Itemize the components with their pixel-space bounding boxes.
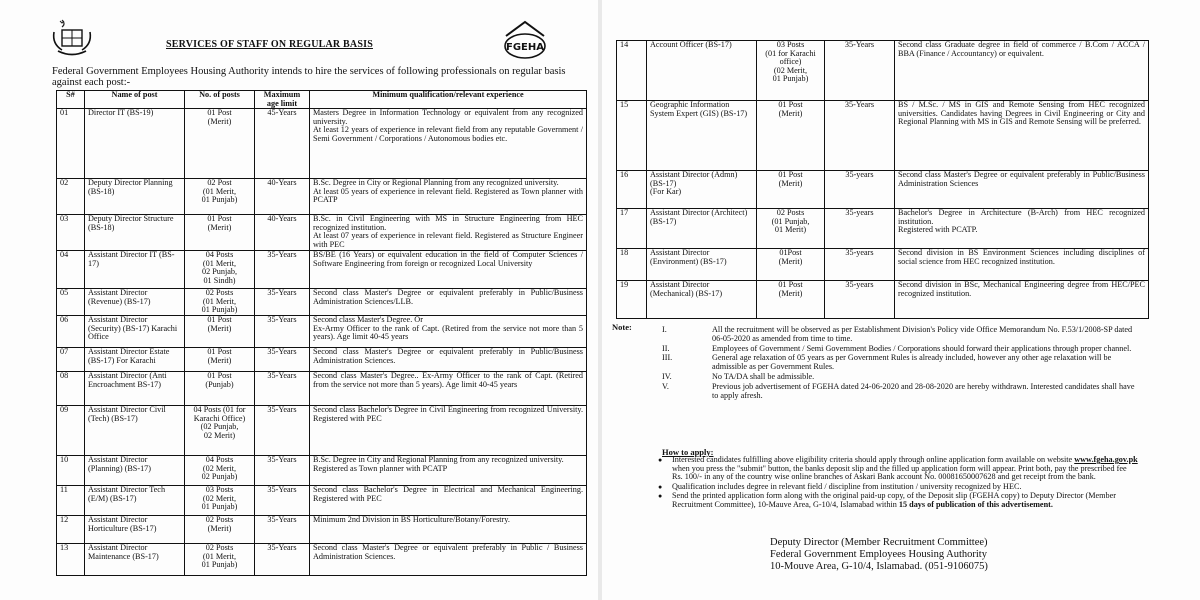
row-sno: 01: [57, 109, 85, 179]
row-post-name: Assistant Director (Mechanical) (BS-17): [647, 281, 757, 319]
row-sno: 07: [57, 347, 85, 371]
note-text: Employees of Government / Semi Government Bodies / Corporations should forward their applications through proper channel.: [712, 343, 1132, 353]
row-post-name: Deputy Director Structure (BS-18): [85, 215, 185, 251]
table-row: [57, 315, 587, 347]
table-row: [617, 249, 1149, 281]
row-post-count: 02 Posts (01 Merit, 01 Punjab): [185, 543, 255, 575]
row-post-name: Geographic Information System Expert (GIS) (BS-17): [647, 101, 757, 171]
row-sno: 19: [617, 281, 647, 319]
row-qualification: B.Sc. Degree in City or Regional Planning from any recognized university. At least 05 years of experience in relevant field. Registered as Town planner with PCATP: [310, 179, 587, 215]
row-post-name: Director IT (BS-19): [85, 109, 185, 179]
table-row: [57, 251, 587, 289]
row-sno: 16: [617, 171, 647, 209]
row-post-count: 04 Posts (01 for Karachi Office) (02 Punjab, 02 Merit): [185, 405, 255, 455]
row-age-limit: 35-Years: [255, 347, 310, 371]
note-number: V.: [662, 381, 669, 391]
row-post-count: 01 Post (Merit): [185, 215, 255, 251]
header-posts: No. of posts: [185, 91, 255, 109]
row-sno: 02: [57, 179, 85, 215]
note-item: [662, 373, 1142, 382]
header-age: Maximum age limit: [255, 91, 310, 109]
table-body-right: [617, 41, 1149, 319]
row-sno: 09: [57, 405, 85, 455]
table-row: [57, 347, 587, 371]
table-body-left: [57, 109, 587, 576]
row-age-limit: 35-Years: [255, 485, 310, 515]
row-post-name: Assistant Director IT (BS-17): [85, 251, 185, 289]
note-text: General age relaxation of 05 years as per Government Rules is already included, however any other age relaxation will be admissible as per Government Rules.: [712, 353, 1112, 372]
row-age-limit: 35-Years: [825, 101, 895, 171]
row-qualification: Second class Graduate degree in field of commerce / B.Com / ACCA / BBA (Finance / Accountancy) or equivalent.: [895, 41, 1149, 101]
row-age-limit: 35-Years: [255, 315, 310, 347]
row-age-limit: 35-Years: [255, 405, 310, 455]
signature-line: 10-Mouve Area, G-10/4, Islamabad. (051-9106075): [770, 561, 988, 572]
signature-line: Deputy Director (Member Recruitment Committee): [770, 537, 988, 548]
table-row: [57, 289, 587, 316]
row-post-name: Assistant Director (Security) (BS-17) Karachi Office: [85, 315, 185, 347]
row-sno: 06: [57, 315, 85, 347]
row-post-count: 01 Post (Merit): [185, 315, 255, 347]
bullet-icon: ●: [658, 456, 663, 464]
note-item: [662, 354, 1142, 372]
table-row: [617, 101, 1149, 171]
how-to-apply-text: Qualification includes degree in relevant field / discipline from institution / university recognized by HEC.: [672, 481, 1022, 491]
page-title: SERVICES OF STAFF ON REGULAR BASIS: [166, 39, 373, 50]
table-row: [57, 405, 587, 455]
row-qualification: Minimum 2nd Division in BS Horticulture/Botany/Forestry.: [310, 515, 587, 543]
table-row: [617, 281, 1149, 319]
row-post-name: Assistant Director Horticulture (BS-17): [85, 515, 185, 543]
table-row: [57, 515, 587, 543]
row-post-count: 01Post (Merit): [757, 249, 825, 281]
row-post-count: 01 Post (Merit): [185, 347, 255, 371]
row-qualification: Bachelor's Degree in Architecture (B-Arch) from HEC recognized institution. Registered with PCATP.: [895, 209, 1149, 249]
row-sno: 08: [57, 371, 85, 405]
row-age-limit: 35-Years: [255, 371, 310, 405]
advertisement-page-left: [0, 0, 598, 600]
note-item: [662, 345, 1142, 354]
posts-table-left: [56, 90, 587, 576]
note-text: All the recruitment will be observed as per Establishment Division's Policy vide Office Memorandum No. F.53/1/2008-SP dated 06-05-2020 as amended from time to time.: [712, 325, 1133, 343]
row-post-name: Assistant Director (Admn) (BS-17) (For Kar): [647, 171, 757, 209]
note-number: II.: [662, 343, 670, 353]
row-post-count: 01 Post (Merit): [757, 281, 825, 319]
note-text: No TA/DA shall be admissible.: [712, 371, 815, 381]
how-to-apply-label: How to apply:: [662, 447, 714, 457]
row-post-count: 02 Posts (Merit): [185, 515, 255, 543]
row-sno: 14: [617, 41, 647, 101]
bullet-icon: ●: [658, 492, 663, 501]
deadline-text: 15 days of publication of this advertisement.: [898, 499, 1053, 509]
header-sno: S#: [57, 91, 85, 109]
how-to-apply-list: [658, 456, 1138, 511]
row-qualification: Second class Master's Degree or equivalent preferably in Public/Business Administration Sciences.: [310, 347, 587, 371]
logo-text: FGEHA: [506, 42, 544, 53]
table-row: [57, 109, 587, 179]
row-qualification: B.Sc. Degree in City and Regional Planning from any recognized university. Registered as Town planner with PCATP: [310, 455, 587, 485]
row-age-limit: 35-years: [825, 281, 895, 319]
row-sno: 17: [617, 209, 647, 249]
row-qualification: Masters Degree in Information Technology or equivalent from any recognized university. At least 12 years of experience in relevant field from any reputable Government / Semi Government / Corporations / Autonomous bodies etc.: [310, 109, 587, 179]
row-post-count: 04 Posts (02 Merit, 02 Punjab): [185, 455, 255, 485]
table-row: [617, 171, 1149, 209]
row-qualification: Second class Master's Degree or equivalent preferably in Public/Business Administration Sciences: [895, 171, 1149, 209]
row-sno: 18: [617, 249, 647, 281]
header-qualification: Minimum qualification/relevant experience: [310, 91, 587, 109]
row-sno: 11: [57, 485, 85, 515]
row-post-name: Assistant Director Tech (E/M) (BS-17): [85, 485, 185, 515]
row-post-count: 04 Posts (01 Merit, 02 Punjab, 01 Sindh): [185, 251, 255, 289]
row-post-name: Deputy Director Planning (BS-18): [85, 179, 185, 215]
row-age-limit: 35-Years: [825, 41, 895, 101]
row-post-name: Account Officer (BS-17): [647, 41, 757, 101]
row-qualification: BS/BE (16 Years) or equivalent education in the field of Computer Sciences / Software Engineering from foreign or recognized Local University: [310, 251, 587, 289]
row-post-name: Assistant Director (Revenue) (BS-17): [85, 289, 185, 316]
row-qualification: Second class Master's Degree.. Ex-Army Officer to the rank of Capt. (Retired from the service not more than 5 years). Age limit 40-45 years: [310, 371, 587, 405]
row-post-count: 02 Posts (01 Merit, 01 Punjab): [185, 289, 255, 316]
row-age-limit: 35-Years: [255, 251, 310, 289]
intro-paragraph: Federal Government Employees Housing Authority intends to hire the services of following professionals on regular basis against each post:-: [52, 66, 566, 88]
row-age-limit: 40-Years: [255, 215, 310, 251]
row-sno: 03: [57, 215, 85, 251]
row-age-limit: 35-years: [825, 209, 895, 249]
row-qualification: Second division in BSc, Mechanical Engineering degree from HEC/PEC recognized institution.: [895, 281, 1149, 319]
row-post-count: 01 Post (Merit): [757, 101, 825, 171]
table-row: [57, 485, 587, 515]
row-post-name: Assistant Director (Environment) (BS-17): [647, 249, 757, 281]
row-post-count: 03 Posts (02 Merit, 01 Punjab): [185, 485, 255, 515]
row-post-name: Assistant Director Civil (Tech) (BS-17): [85, 405, 185, 455]
row-post-count: 03 Posts (01 for Karachi office) (02 Merit, 01 Punjab): [757, 41, 825, 101]
row-sno: 13: [57, 543, 85, 575]
row-qualification: Second class Bachelor's Degree in Civil Engineering from recognized University. Registered with PEC: [310, 405, 587, 455]
row-age-limit: 40-Years: [255, 179, 310, 215]
notes-list: [662, 326, 1142, 401]
posts-table-right: [616, 40, 1149, 319]
row-post-name: Assistant Director (Architect) (BS-17): [647, 209, 757, 249]
row-qualification: Second class Bachelor's Degree in Electrical and Mechanical Engineering. Registered with PEC: [310, 485, 587, 515]
bullet-icon: ●: [658, 482, 663, 491]
row-post-name: Assistant Director Maintenance (BS-17): [85, 543, 185, 575]
note-item: [662, 326, 1142, 344]
website-link[interactable]: www.fgeha.gov.pk: [1074, 455, 1138, 464]
note-number: III.: [662, 353, 673, 363]
row-sno: 15: [617, 101, 647, 171]
row-age-limit: 35-Years: [255, 455, 310, 485]
row-age-limit: 35-years: [825, 249, 895, 281]
row-age-limit: 35-years: [825, 171, 895, 209]
row-age-limit: 35-Years: [255, 289, 310, 316]
state-emblem-icon: [50, 18, 94, 58]
how-to-apply-text: Send the printed application form along with the original paid-up copy, of the Deposit slip (FGEHA copy) to Deputy Director (Member Recruitment Committee), 10-Mauve Area, G-10/4, Islamabad within 15 days of publication of this advertisement.: [672, 491, 1116, 509]
row-qualification: BS / M.Sc. / MS in GIS and Remote Sensing from HEC recognized universities. Candidates having Degrees in Civil Engineering or City and Regional Planning with MS in GIS and Remote Sensing will be preferred.: [895, 101, 1149, 171]
row-qualification: Second class Master's Degree or equivalent preferably in Public/Business Administration Sciences/LLB.: [310, 289, 587, 316]
row-qualification: Second division in BS Environment Sciences including disciplines of social science from HEC recognized institution.: [895, 249, 1149, 281]
row-post-count: 01 Post (Merit): [757, 171, 825, 209]
row-age-limit: 35-Years: [255, 543, 310, 575]
note-item: [662, 383, 1142, 401]
row-sno: 10: [57, 455, 85, 485]
note-number: IV.: [662, 371, 672, 381]
row-post-count: 01 Post (Merit): [185, 109, 255, 179]
note-number: I.: [662, 325, 667, 334]
table-row: [57, 371, 587, 405]
row-sno: 12: [57, 515, 85, 543]
signature-line: Federal Government Employees Housing Authority: [770, 549, 987, 560]
row-post-count: 02 Posts (01 Punjab, 01 Merit): [757, 209, 825, 249]
row-post-name: Assistant Director (Planning) (BS-17): [85, 455, 185, 485]
how-to-apply-item: [658, 483, 1138, 492]
row-sno: 04: [57, 251, 85, 289]
table-row: [617, 41, 1149, 101]
row-post-count: 02 Post (01 Merit, 01 Punjab): [185, 179, 255, 215]
row-age-limit: 35-Years: [255, 515, 310, 543]
table-row: [57, 215, 587, 251]
table-row: [617, 209, 1149, 249]
row-post-name: Assistant Director (Anti Encroachment BS-17): [85, 371, 185, 405]
note-label: Note:: [612, 322, 632, 332]
note-text: Previous job advertisement of FGEHA dated 24-06-2020 and 28-08-2020 are hereby withdrawn. Interested candidates shall have to apply afresh.: [712, 381, 1135, 400]
how-to-apply-text: Interested candidates fulfilling above eligibility criteria should apply through online application form available on website www.fgeha.gov.pk when you press the "submit" button, the banks deposit slip and the filled up application form will appear. Print both, pay the prescribed fee Rs. 100/- in any of the country wise online branches of Askari Bank account No. 00081650007628 and get receipt from the bank.: [672, 455, 1138, 482]
header-name: Name of post: [85, 91, 185, 109]
fgeha-logo-icon: [500, 18, 550, 62]
table-row: [57, 455, 587, 485]
row-post-name: Assistant Director Estate (BS-17) For Karachi: [85, 347, 185, 371]
signature-block: [770, 537, 1090, 573]
how-to-apply-item: [658, 456, 1138, 482]
table-row: [57, 543, 587, 575]
advertisement-page-right: [602, 0, 1200, 600]
table-header-row: [57, 91, 587, 109]
table-row: [57, 179, 587, 215]
row-qualification: B.Sc. in Civil Engineering with MS in Structure Engineering from HEC recognized institution. At least 07 years of experience in relevant field. Registered as Structure Engineer with PEC: [310, 215, 587, 251]
row-sno: 05: [57, 289, 85, 316]
row-post-count: 01 Post (Punjab): [185, 371, 255, 405]
how-to-apply-item: [658, 492, 1138, 509]
row-age-limit: 45-Years: [255, 109, 310, 179]
row-qualification: Second class Master's Degree. Or Ex-Army Officer to the rank of Capt. (Retired from the service not more than 5 years). Age limit 40-45 years: [310, 315, 587, 347]
row-qualification: Second class Master's Degree or equivalent preferably in Public / Business Administration Sciences.: [310, 543, 587, 575]
